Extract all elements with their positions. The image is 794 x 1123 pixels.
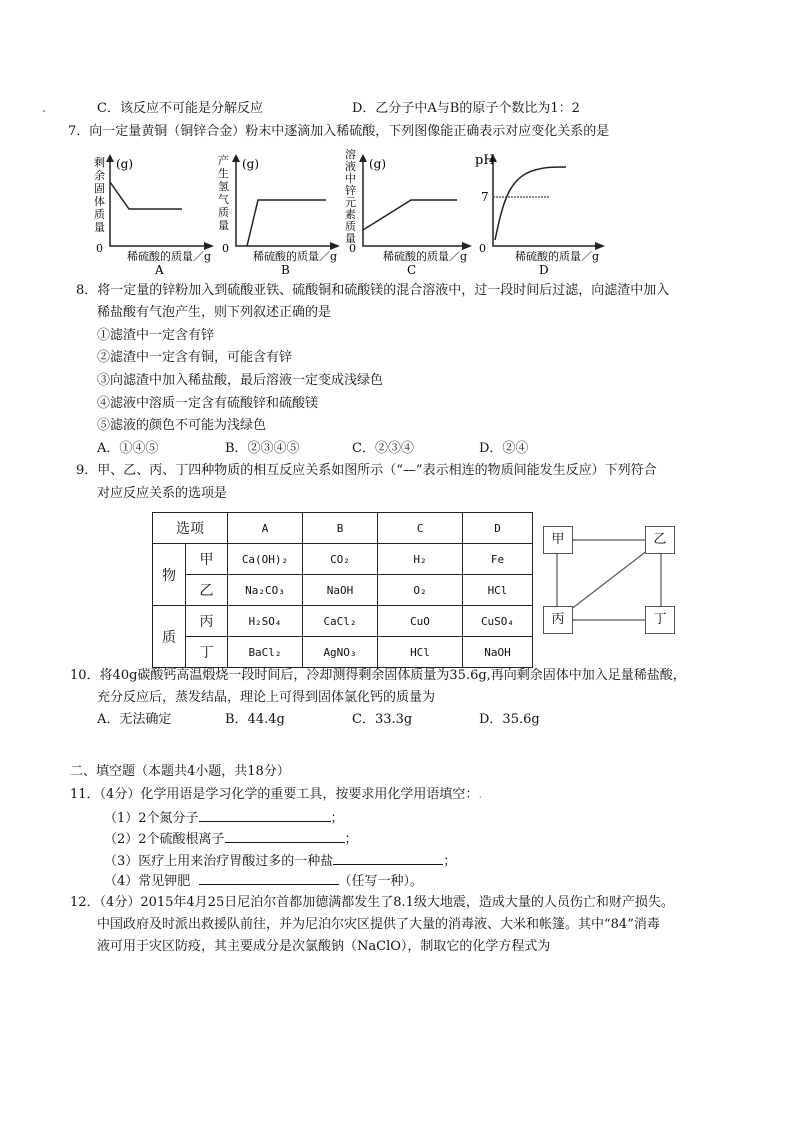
q8-option: B．②③④⑤	[225, 441, 300, 456]
text: H₂	[378, 544, 463, 575]
graphic: 量	[345, 232, 356, 245]
graph-a-label: A	[155, 263, 164, 277]
graphic	[489, 154, 605, 250]
q11-item-4	[104, 871, 423, 891]
text: C	[378, 513, 463, 544]
text: 0	[222, 242, 229, 255]
node-ding: 丁	[645, 606, 675, 634]
graphic: 产	[218, 154, 229, 167]
dot-marker: .	[42, 101, 47, 116]
graph-d	[475, 152, 610, 277]
node-jia: 甲	[543, 526, 573, 554]
text: pH	[475, 153, 495, 168]
graphic: 余	[94, 169, 105, 182]
graphic: 生	[218, 167, 229, 180]
node-bing: 丙	[543, 606, 573, 634]
q7-stem: 7．向一定量黄铜（铜锌合金）粉末中逐滴加入稀硫酸，下列图像能正确表示对应变化关系的是	[68, 124, 610, 139]
text: 丁	[186, 637, 228, 668]
graph-b	[218, 152, 343, 277]
q10-option: A．无法确定	[97, 712, 172, 727]
text: Fe	[463, 544, 533, 575]
q6-option-c: C．该反应不可能是分解反应	[97, 101, 263, 116]
text: NaOH	[303, 575, 378, 606]
graphic: 量	[218, 219, 229, 232]
text: （任写一种）。	[338, 874, 424, 889]
q10-option: C．33.3g	[352, 712, 413, 727]
answer-blank[interactable]	[199, 808, 331, 822]
graphic: 中	[345, 172, 356, 185]
graphic	[153, 513, 533, 668]
graph-c	[345, 148, 475, 277]
q10-stem-2: 充分反应后，蒸发结晶，理论上可得到固体氯化钙的质量为	[97, 690, 436, 705]
graphic	[153, 513, 533, 544]
node-yi: 乙	[645, 526, 675, 554]
text: CuO	[378, 606, 463, 637]
text: O₂	[378, 575, 463, 606]
text: 11．（4分）化学用语是学习化学的重要工具，按要求用化学用语填空：	[70, 787, 479, 802]
text: 稀硫酸的质量／g	[127, 250, 212, 263]
text: H₂SO₄	[228, 606, 303, 637]
text: （4）常见钾肥	[104, 874, 191, 889]
graphic	[495, 167, 566, 240]
graphic	[218, 153, 229, 232]
text: 选项	[153, 513, 228, 544]
graphic: 元	[345, 196, 356, 209]
graphic	[153, 637, 533, 668]
text: D	[463, 513, 533, 544]
graphic	[153, 544, 533, 575]
text: Ca(OH)₂	[228, 544, 303, 575]
q10-option: B．44.4g	[225, 712, 285, 727]
graphic: 溶	[345, 148, 356, 161]
q8-stem-1: 8．将一定量的锌粉加入到硫酸亚铁、硫酸铜和硫酸镁的混合溶液中，过一段时间后过滤，向滤渣中加入	[76, 283, 670, 298]
q12-line-2: 中国政府及时派出救援队前往，并为尼泊尔灾区提供了大量的消毒液、大米和帐篷。其中“84”消毒	[97, 917, 660, 932]
text: B	[303, 513, 378, 544]
text: 稀硫酸的质量／g	[253, 250, 338, 263]
graphic	[345, 148, 356, 245]
graphic: 质	[345, 220, 356, 233]
graph-b-label: B	[281, 263, 290, 277]
graphic	[153, 575, 533, 606]
q9-stem-1: 9．甲、乙、丙、丁四种物质的相互反应关系如图所示（“—”表示相连的物质间能发生反应）下列符合	[76, 463, 657, 478]
text: 0	[479, 242, 486, 255]
q8-option: C．②③④	[352, 441, 414, 456]
answer-blank[interactable]	[199, 871, 339, 885]
q8-item: ②滤渣中一定含有铜，可能含有锌	[97, 350, 293, 365]
graphic	[493, 156, 603, 246]
graphic: 质	[218, 206, 229, 219]
text: 丙	[186, 606, 228, 637]
q8-item: ③向滤渣中加入稀盐酸，最后溶液一定变成浅绿色	[97, 373, 384, 388]
text: （3）医疗上用来治疗胃酸过多的一种盐	[104, 854, 334, 869]
graphic: 剩	[94, 156, 105, 169]
graphic: 固	[94, 182, 105, 195]
text: HCl	[378, 637, 463, 668]
graphic: 素	[345, 208, 356, 221]
graphic: 液	[345, 160, 356, 173]
graphic	[247, 200, 326, 246]
graph-a	[92, 152, 217, 277]
q11-item-3	[104, 851, 456, 871]
answer-blank[interactable]	[225, 829, 345, 843]
text: ；	[330, 811, 344, 826]
graphic: 气	[218, 193, 229, 206]
graphic: 质	[94, 208, 105, 221]
text: 物	[153, 544, 186, 606]
q12-line-3: 液可用于灾区防疫，其主要成分是次氯酸钠（NaClO），制取它的化学方程式为	[97, 939, 551, 954]
text: ；	[443, 854, 457, 869]
graphic: 锌	[345, 184, 356, 197]
graphic	[153, 606, 533, 637]
text: 7	[481, 190, 489, 204]
text: (g)	[369, 157, 387, 171]
text: CO₂	[303, 544, 378, 575]
graphic: 量	[94, 221, 105, 234]
text: 质	[153, 606, 186, 668]
graph-c-label: C	[407, 263, 417, 277]
q9-table	[152, 512, 533, 668]
graphic: 体	[94, 195, 105, 208]
q10-option: D．35.6g	[479, 712, 540, 727]
text: (g)	[242, 157, 260, 171]
graphic: 氢	[218, 180, 229, 193]
text: CuSO₄	[463, 606, 533, 637]
q8-stem-2: 稀盐酸有气泡产生，则下列叙述正确的是	[97, 305, 332, 320]
q8-item: ④滤液中溶质一定含有硫酸锌和硫酸镁	[97, 396, 319, 411]
q10-stem-1: 10．将40g碳酸钙高温煅烧一段时间后，冷却测得剩余固体质量为35.6g,再向剩余固体中加入足量稀盐酸，	[70, 668, 686, 683]
text: （1）2个氮分子	[104, 811, 199, 826]
q8-option: A．①④⑤	[97, 441, 159, 456]
q8-item: ⑤滤液的颜色不可能为浅绿色	[97, 418, 267, 433]
text: A	[228, 513, 303, 544]
text: 0	[96, 242, 103, 255]
text: 稀硫酸的质量／g	[515, 250, 600, 263]
text: Na₂CO₃	[228, 575, 303, 606]
graphic	[493, 156, 603, 246]
text: BaCl₂	[228, 637, 303, 668]
text: (g)	[116, 157, 134, 171]
text: ；	[344, 832, 358, 847]
q8-item: ①滤渣中一定含有锌	[97, 328, 215, 343]
text: AgNO₃	[303, 637, 378, 668]
text: （2）2个硫酸根离子	[104, 832, 225, 847]
answer-blank[interactable]	[333, 851, 443, 865]
text: 0	[349, 242, 356, 255]
text: .	[478, 787, 483, 802]
text: NaOH	[463, 637, 533, 668]
graphic	[363, 200, 457, 230]
graph-d-label: D	[539, 263, 549, 277]
text: 甲	[186, 544, 228, 575]
graph-a-ylabel	[94, 155, 105, 234]
q9-diagram	[543, 526, 678, 636]
q11-stem	[70, 786, 482, 804]
q11-item-2	[104, 829, 358, 849]
graphic	[110, 182, 182, 209]
q11-item-1	[104, 808, 344, 828]
text: 稀硫酸的质量／g	[383, 250, 468, 263]
text: CaCl₂	[303, 606, 378, 637]
q8-option: D．②④	[479, 441, 529, 456]
q12-line-1: 12．（4分）2015年4月25日尼泊尔首都加德满都发生了8.1级大地震，造成大量的人员伤亡和财产损失。	[70, 895, 674, 910]
text: HCl	[463, 575, 533, 606]
q6-option-d: D．乙分子中A与B的原子个数比为1：2	[352, 101, 580, 116]
q9-stem-2: 对应反应关系的选项是	[97, 486, 228, 501]
text: 乙	[186, 575, 228, 606]
section-title: 二、填空题（本题共4小题，共18分）	[70, 764, 290, 779]
